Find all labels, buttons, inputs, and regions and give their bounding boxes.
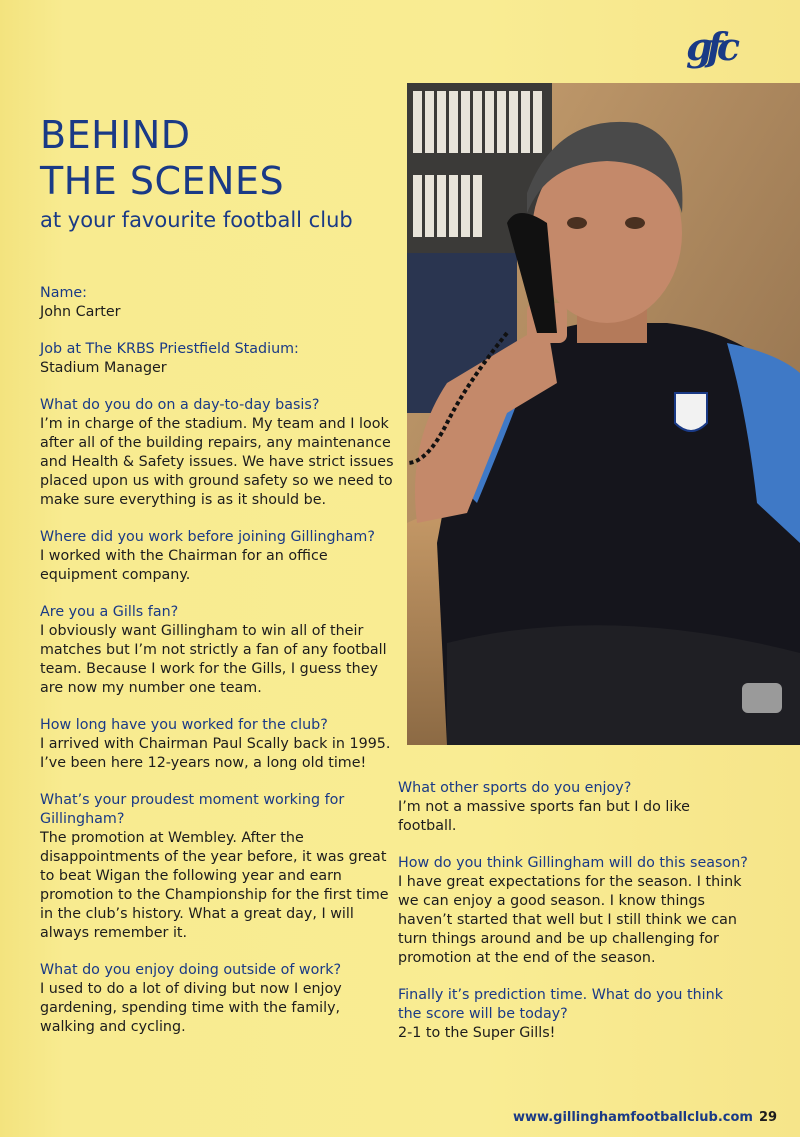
- answer: Stadium Manager: [40, 360, 167, 376]
- qa-item: [40, 961, 395, 1037]
- question: How long have you worked for the club?: [40, 717, 328, 733]
- page-subtitle: at your favourite football club: [40, 208, 353, 232]
- club-logo-icon: [684, 22, 764, 72]
- question: Where did you work before joining Gillingham?: [40, 529, 375, 545]
- logo-text: gfc: [686, 24, 735, 69]
- left-interview-column: [40, 284, 395, 1055]
- answer: I worked with the Chairman for an office equipment company.: [40, 548, 328, 583]
- qa-item: [398, 854, 750, 968]
- question: How do you think Gillingham will do this season?: [398, 855, 748, 871]
- answer: I used to do a lot of diving but now I enjoy gardening, spending time with the family, walking and cycling.: [40, 981, 342, 1035]
- question: What’s your proudest moment working for Gillingham?: [40, 792, 345, 827]
- qa-item: [40, 284, 395, 322]
- qa-item: [398, 779, 750, 836]
- answer: I’m not a massive sports fan but I do like football.: [398, 799, 690, 834]
- qa-item: [40, 791, 395, 943]
- answer: I have great expectations for the season. I think we can enjoy a good season. I know things haven’t started that well but I still think we can turn things around and be up challenging for promotion at the end of the season.: [398, 874, 742, 966]
- page-footer: [513, 1110, 777, 1125]
- qa-item: [398, 986, 750, 1043]
- answer: 2-1 to the Super Gills!: [398, 1025, 556, 1041]
- page-number: 29: [758, 1110, 778, 1125]
- question: What do you enjoy doing outside of work?: [40, 962, 342, 978]
- qa-item: [40, 340, 395, 378]
- answer: The promotion at Wembley. After the disappointments of the year before, it was great to beat Wigan the following year and earn promotion to the Championship for the first time in the club’s history. What a great day, I will always remember it.: [40, 830, 389, 941]
- page-title: [40, 112, 284, 204]
- answer: John Carter: [40, 304, 121, 320]
- question: Job at The KRBS Priestfield Stadium:: [40, 341, 299, 357]
- answer: I’m in charge of the stadium. My team and I look after all of the building repairs, any maintenance and Health & Safety issues. We have strict issues placed upon us with ground safety so we need to make sure everything is as it should be.: [40, 416, 394, 508]
- portrait-photo: [407, 83, 800, 745]
- answer: I arrived with Chairman Paul Scally back in 1995. I’ve been here 12-years now, a long old time!: [40, 736, 391, 771]
- question: Are you a Gills fan?: [40, 604, 179, 620]
- qa-item: [40, 396, 395, 510]
- qa-item: [40, 716, 395, 773]
- answer: I obviously want Gillingham to win all of their matches but I’m not strictly a fan of any football team. Because I work for the Gills, I guess they are now my number one team.: [40, 623, 387, 696]
- qa-item: [40, 528, 395, 585]
- title-line-1: BEHIND: [40, 113, 191, 157]
- question: What other sports do you enjoy?: [398, 780, 632, 796]
- question: Name:: [40, 285, 87, 301]
- question: What do you do on a day-to-day basis?: [40, 397, 320, 413]
- qa-item: [40, 603, 395, 698]
- portrait-illustration: [407, 83, 800, 745]
- question: Finally it’s prediction time. What do you think the score will be today?: [398, 987, 723, 1022]
- title-line-2: THE SCENES: [40, 159, 285, 203]
- right-interview-column: [398, 779, 750, 1061]
- footer-url: www.gillinghamfootballclub.com: [513, 1110, 753, 1125]
